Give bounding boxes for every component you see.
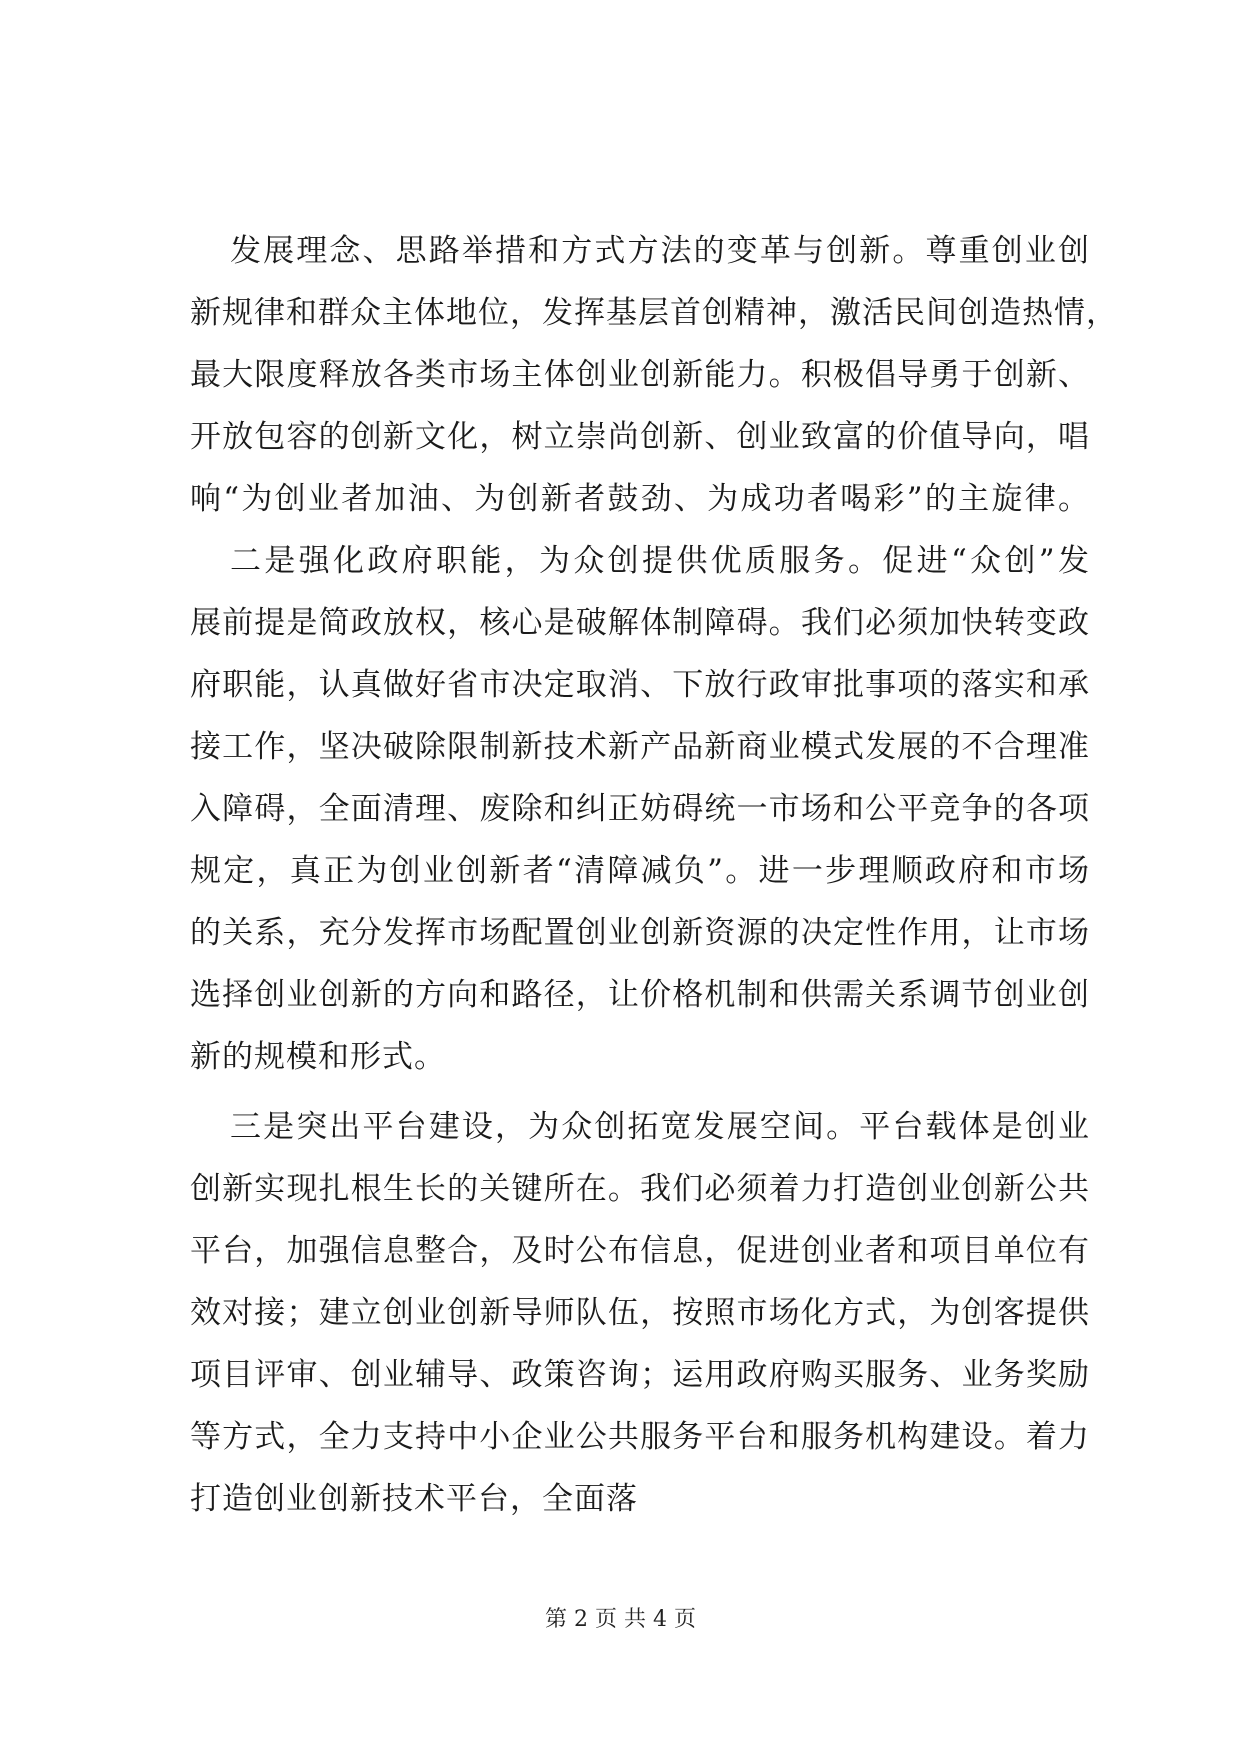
paragraph-line: 新的规模和形式。	[190, 1039, 446, 1075]
paragraph-line: 等方式，全力支持中小企业公共服务平台和服务机构建设。着力	[190, 1419, 1090, 1455]
paragraph-line: 项目评审、创业辅导、政策咨询；运用政府购买服务、业务奖励	[190, 1357, 1090, 1393]
paragraph-line: 入障碍，全面清理、废除和纠正妨碍统一市场和公平竞争的各项	[190, 791, 1090, 827]
paragraph-line: 最大限度释放各类市场主体创业创新能力。积极倡导勇于创新、	[190, 357, 1090, 393]
paragraph-line: 响“为创业者加油、为创新者鼓劲、为成功者喝彩”的主旋律。	[190, 481, 1090, 517]
paragraph-line: 选择创业创新的方向和路径，让价格机制和供需关系调节创业创	[190, 977, 1090, 1013]
paragraph-line: 打造创业创新技术平台，全面落	[190, 1481, 638, 1517]
paragraph-line: 二是强化政府职能，为众创提供优质服务。促进“众创”发	[230, 543, 1090, 579]
paragraph-line: 展前提是简政放权，核心是破解体制障碍。我们必须加快转变政	[190, 605, 1090, 641]
paragraph-line: 效对接；建立创业创新导师队伍，按照市场化方式，为创客提供	[190, 1295, 1090, 1331]
page-number-footer: 第 2 页 共 4 页	[545, 1607, 696, 1632]
paragraph-line: 府职能，认真做好省市决定取消、下放行政审批事项的落实和承	[190, 667, 1090, 703]
paragraph-line: 三是突出平台建设，为众创拓宽发展空间。平台载体是创业	[230, 1109, 1090, 1145]
paragraph-line: 的关系，充分发挥市场配置创业创新资源的决定性作用，让市场	[190, 915, 1090, 951]
paragraph-line: 开放包容的创新文化，树立崇尚创新、创业致富的价值导向，唱	[190, 419, 1090, 455]
paragraph-line: 接工作，坚决破除限制新技术新产品新商业模式发展的不合理准	[190, 729, 1090, 765]
paragraph-line: 新规律和群众主体地位，发挥基层首创精神，激活民间创造热情，	[190, 295, 1118, 331]
paragraph-line: 创新实现扎根生长的关键所在。我们必须着力打造创业创新公共	[190, 1171, 1090, 1207]
paragraph-line: 平台，加强信息整合，及时公布信息，促进创业者和项目单位有	[190, 1233, 1090, 1269]
body-text	[190, 220, 1118, 1530]
paragraph-line: 发展理念、思路举措和方式方法的变革与创新。尊重创业创	[230, 233, 1090, 269]
paragraph-line: 规定，真正为创业创新者“清障减负”。进一步理顺政府和市场	[190, 853, 1090, 889]
